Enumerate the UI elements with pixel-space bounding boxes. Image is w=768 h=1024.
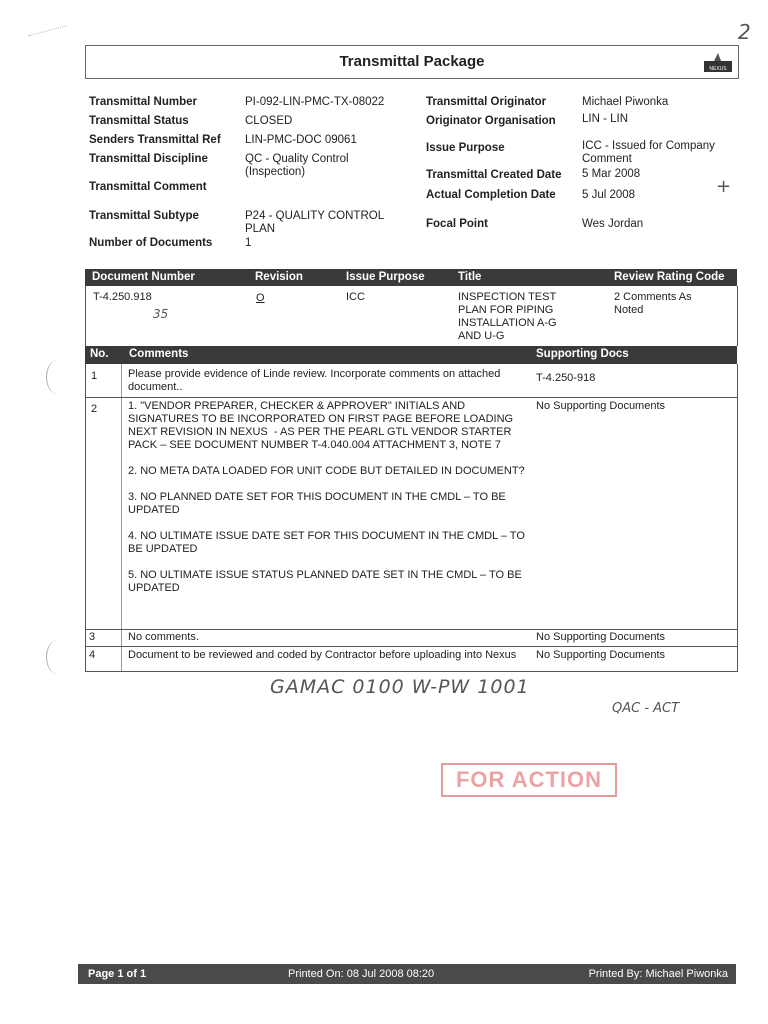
column-header: Title bbox=[458, 271, 482, 283]
supporting-docs: No Supporting Documents bbox=[536, 649, 666, 661]
column-header: Revision bbox=[255, 271, 303, 283]
document-revision: O bbox=[256, 292, 265, 304]
meta-value: LIN - LIN bbox=[582, 113, 629, 125]
comment-text: 1. "VENDOR PREPARER, CHECKER & APPROVER" INITIALS AND SIGNATURES TO BE INCORPORATED ON FIRST PAGE BEFORE LOADING NEXT REVISION IN NEXUS - AS PER THE PEARL GTL VENDOR STARTER PACK – SEE DOCUMENT NUMBER T-4.040.004 ATTACHMENT 3, NOTE 7 2. NO META DATA LOADED FOR UNIT CODE BUT DETAILED IN DOCUMENT? 3. NO PLANNED DATE SET FOR THIS DOCUMENT IN THE CMDL – TO BE UPDATED 4. NO ULTIMATE ISSUE DATE SET FOR THIS DOCUMENT IN THE CMDL – TO BE UPDATED 5. NO ULTIMATE ISSUE STATUS PLANNED DATE SET IN THE CMDL – TO BE UPDATED bbox=[128, 400, 525, 594]
meta-value: QC - Quality Control (Inspection) bbox=[245, 153, 349, 178]
row-divider bbox=[85, 629, 737, 630]
title-box bbox=[85, 45, 739, 79]
column-header: Document Number bbox=[92, 271, 195, 283]
meta-value: PI-092-LIN-PMC-TX-08022 bbox=[245, 96, 385, 108]
printed-on: Printed On: 08 Jul 2008 08:20 bbox=[288, 968, 435, 980]
meta-label: Transmittal Subtype bbox=[89, 210, 199, 222]
document-table-header bbox=[85, 269, 737, 286]
comment-text: No comments. bbox=[128, 631, 199, 643]
table-bottom-border bbox=[85, 671, 737, 672]
column-header: Issue Purpose bbox=[346, 271, 425, 283]
column-header: Review Rating Code bbox=[614, 271, 725, 283]
page-indicator: Page 1 of 1 bbox=[88, 968, 147, 980]
meta-label: Transmittal Discipline bbox=[89, 153, 208, 165]
meta-label: Transmittal Originator bbox=[426, 96, 547, 108]
meta-value: ICC - Issued for Company Comment bbox=[582, 140, 715, 165]
table-border bbox=[85, 364, 86, 672]
column-header: Comments bbox=[129, 348, 189, 360]
meta-label: Transmittal Comment bbox=[89, 181, 207, 193]
handwritten-reference: GAMAC 0100 W-PW 1001 bbox=[270, 676, 530, 698]
meta-label: Transmittal Created Date bbox=[426, 169, 562, 181]
meta-label: Actual Completion Date bbox=[426, 189, 556, 201]
table-border bbox=[85, 286, 86, 346]
scan-mark bbox=[28, 25, 72, 56]
for-action-stamp: FOR ACTION bbox=[441, 763, 617, 797]
column-header: No. bbox=[90, 348, 109, 360]
column-header: Supporting Docs bbox=[536, 348, 629, 360]
meta-value: P24 - QUALITY CONTROL PLAN bbox=[245, 210, 384, 235]
supporting-docs: T-4.250-918 bbox=[536, 372, 596, 384]
comment-text: Please provide evidence of Linde review. Incorporate comments on attached document.. bbox=[128, 368, 501, 393]
comment-number: 2 bbox=[91, 403, 98, 415]
comment-number: 1 bbox=[91, 370, 98, 382]
review-rating: 2 Comments As Noted bbox=[614, 291, 692, 316]
handwritten-page-number: 2 bbox=[738, 20, 751, 44]
meta-value: LIN-PMC-DOC 09061 bbox=[245, 134, 357, 146]
document-title: INSPECTION TEST PLAN FOR PIPING INSTALLATION A-G AND U-G bbox=[458, 291, 557, 342]
table-border bbox=[737, 364, 738, 672]
supporting-docs: No Supporting Documents bbox=[536, 631, 666, 643]
document-number: T-4.250.918 bbox=[93, 291, 152, 303]
supporting-docs: No Supporting Documents bbox=[536, 400, 666, 412]
meta-label: Focal Point bbox=[426, 218, 488, 230]
meta-value: 5 Jul 2008 bbox=[582, 189, 636, 201]
page-title: Transmittal Package bbox=[339, 53, 485, 70]
printed-by: Printed By: Michael Piwonka bbox=[588, 968, 728, 980]
handwritten-code: QAC - ACT bbox=[612, 701, 680, 716]
meta-label: Originator Organisation bbox=[426, 115, 556, 127]
comments-table-header bbox=[85, 346, 737, 364]
document-issue-purpose: ICC bbox=[346, 291, 365, 303]
punch-hole-mark bbox=[46, 640, 69, 674]
meta-label: Number of Documents bbox=[89, 237, 213, 249]
handwritten-note: 35 bbox=[153, 307, 169, 321]
punch-hole-mark bbox=[46, 360, 69, 394]
comment-number: 3 bbox=[89, 631, 96, 643]
meta-label: Transmittal Status bbox=[89, 115, 189, 127]
meta-value: Wes Jordan bbox=[582, 218, 644, 230]
meta-label: Senders Transmittal Ref bbox=[89, 134, 221, 146]
comment-number: 4 bbox=[89, 649, 96, 661]
meta-value: Michael Piwonka bbox=[582, 96, 669, 108]
row-divider bbox=[85, 646, 737, 647]
handwritten-plus-mark: + bbox=[716, 176, 732, 197]
table-border bbox=[737, 286, 738, 346]
meta-value: CLOSED bbox=[245, 115, 293, 127]
meta-value: 5 Mar 2008 bbox=[582, 168, 641, 180]
row-divider bbox=[85, 397, 737, 398]
meta-value: 1 bbox=[245, 237, 252, 249]
comment-text: Document to be reviewed and coded by Contractor before uploading into Nexus bbox=[128, 649, 517, 661]
meta-label: Issue Purpose bbox=[426, 142, 505, 154]
meta-label: Transmittal Number bbox=[89, 96, 197, 108]
page-footer bbox=[78, 964, 736, 984]
table-column-divider bbox=[121, 364, 122, 672]
company-logo bbox=[704, 52, 732, 72]
svg-text:NEXUS: NEXUS bbox=[709, 66, 727, 72]
